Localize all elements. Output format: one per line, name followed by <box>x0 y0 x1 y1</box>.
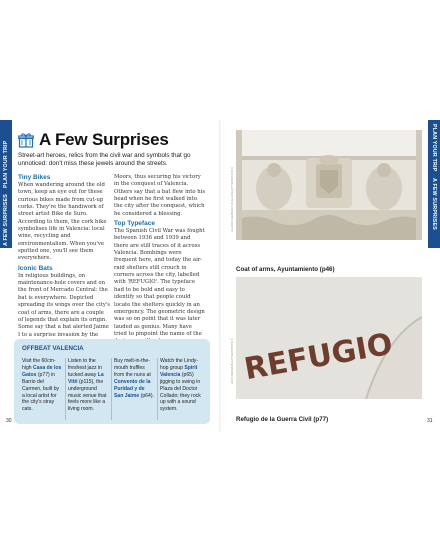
left-tab-plan-your-trip: PLAN YOUR TRIP <box>3 140 9 188</box>
offbeat-item-place: Casa de los Gatos <box>22 364 62 378</box>
text-column-1 <box>18 174 110 341</box>
refugio-sign-photo <box>236 277 422 399</box>
offbeat-divider <box>65 358 66 420</box>
page-number-left: 30 <box>6 418 12 424</box>
offbeat-item-text: Visit the 60cm-high <box>22 358 56 371</box>
offbeat-item-place: Convento de la Puridad y de San Jaime <box>114 378 151 399</box>
coat-of-arms-photo <box>236 130 422 240</box>
offbeat-item <box>68 358 108 413</box>
page-gutter <box>219 120 221 432</box>
photo-credit: ZETA MEDIA/SHUTTERSTOCK © <box>230 338 234 384</box>
right-tab-plan-your-trip: PLAN YOUR TRIP <box>431 124 437 172</box>
refugio-illustration <box>236 277 422 399</box>
coat-of-arms-illustration <box>236 130 422 240</box>
page-title: A Few Surprises <box>39 130 169 149</box>
page-number-right: 31 <box>427 418 433 424</box>
coat-of-arms-caption: Coat of arms, Ayuntamiento (p46) <box>236 266 335 273</box>
offbeat-item-place: Spirit Valencia <box>160 364 198 378</box>
tiny-bikes-heading: Tiny Bikes <box>18 174 51 181</box>
offbeat-item-text: Buy melt-in-the-mouth truffles from the nuns at <box>114 358 151 378</box>
offbeat-title: OFFBEAT VALENCIA <box>22 345 84 352</box>
offbeat-divider <box>111 358 112 420</box>
top-typeface-paragraph: The Spanish Civil War was fought between 1936 and 1939 and there are still traces of it across Valencia. Bombings were frequent here, and today the air-raid shelters still crouch in corners across the city, labelled with 'REFUGIO'. The typeface had to be bold and easy to identify so that people could locate the shelters quickly in an emergency. The geometric design was so on point that it was later lauded as genius. Many have tried to pinpoint the name of the <box>114 228 205 337</box>
gift-icon <box>18 132 34 148</box>
offbeat-item-text: Watch the Lindy-hop group <box>160 358 199 371</box>
offbeat-item-text: (p77) in Barrio del Carmen, built by a local artist for the city's stray cats. <box>22 371 60 413</box>
right-tab-a-few-surprises: A FEW SURPRISES <box>431 178 437 230</box>
tiny-bikes-paragraph: When wandering around the old town, keep an eye out for these curious bikes made from cut-up corks. They're the handiwork of street artist Bike de Suro. According to them, the cork bike symbolises life in Valencia: local wine, recycling and environmentalism. When you've spotted one, you'll see them everywhere. <box>18 182 107 262</box>
refugio-caption: Refugio de la Guerra Civil (p77) <box>236 416 329 423</box>
offbeat-divider <box>157 358 158 420</box>
intro-text: Street-art heroes, relics from the civil war and symbols that go unnoticed: don't miss these jewels around the streets. <box>18 152 191 168</box>
left-side-tab <box>0 120 12 248</box>
bats-continued-paragraph: Moors, thus securing his victory in the conquest of Valencia. Others say that a bat flew into his head when he first walked into the city after the conquest, which he considered a blessing. <box>114 174 206 217</box>
offbeat-item <box>114 358 154 399</box>
refugio-sign-text: REFUGIO <box>241 326 396 388</box>
offbeat-item-text: (p115), the underground music venue that feels more like a living room. <box>68 378 107 413</box>
page-heading <box>18 130 169 150</box>
right-side-tab <box>428 120 440 248</box>
offbeat-item-text: Listen to the freshest jazz in tucked away <box>68 358 102 378</box>
offbeat-item-place: La Vitti <box>68 371 104 385</box>
left-tab-a-few-surprises: A FEW SURPRISES <box>3 194 9 246</box>
offbeat-item-text: (p64). <box>139 392 154 399</box>
iconic-bats-paragraph: In religious buildings, on maintenance-hole covers and on the front of Mercado Central: the bat is everywhere. Depicted spreading its wings over the city's coat of arms, there are a couple of legends that explain its origin. Some say that a bat alerted Jaime I to a surprise invasion by the <box>18 272 111 338</box>
book-spread <box>0 120 440 432</box>
text-column-2 <box>114 174 206 348</box>
offbeat-item <box>22 358 62 413</box>
offbeat-item <box>160 358 204 413</box>
photo-credit: ALVARO GERMAN VILELA/SHUTTERSTOCK © <box>230 166 234 232</box>
top-typeface-heading: Top Typeface <box>114 220 155 228</box>
offbeat-item-text: (p65) jigging to swing in Plaza del Doctor Collado; they rock up with a sound system. <box>160 371 201 413</box>
iconic-bats-heading: Iconic Bats <box>18 264 53 272</box>
offbeat-valencia-box <box>14 339 210 424</box>
